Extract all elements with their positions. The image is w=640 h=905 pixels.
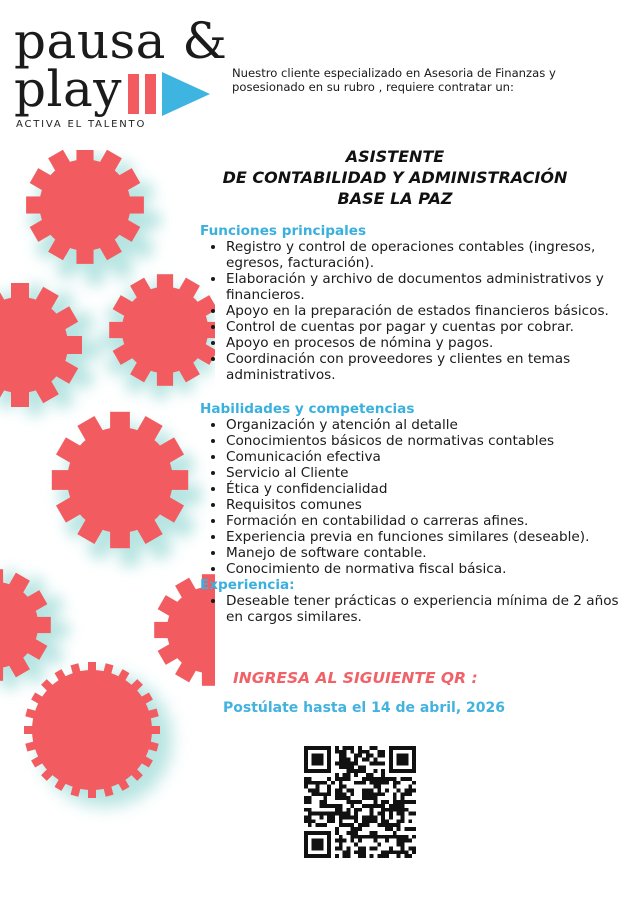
list-item: • Conocimientos básicos de normativas contables (226, 433, 625, 449)
list-experiencia (200, 593, 625, 625)
list-habilidades (200, 417, 625, 577)
list-funciones (200, 239, 625, 383)
list-item: • Registro y control de operaciones contables (ingresos, egresos, facturación). (226, 239, 625, 271)
logo-tagline: ACTIVA EL TALENTO (16, 119, 147, 130)
list-item: • Apoyo en la preparación de estados financieros básicos. (226, 303, 625, 319)
list-item: • Experiencia previa en funciones similares (deseable). (226, 529, 625, 545)
list-item: • Control de cuentas por pagar y cuentas por cobrar. (226, 319, 625, 335)
list-item: • Coordinación con proveedores y clientes en temas administrativos. (226, 351, 625, 383)
section-heading-experiencia: Experiencia: (200, 577, 295, 593)
job-details (200, 223, 625, 625)
list-item: • Servicio al Cliente (226, 465, 625, 481)
logo-word-play: play (14, 60, 123, 118)
list-item: • Conocimiento de normativa fiscal básica. (226, 561, 625, 577)
list-item: • Comunicación efectiva (226, 449, 625, 465)
list-item: • Elaboración y archivo de documentos administrativos y financieros. (226, 271, 625, 303)
job-title-line: DE CONTABILIDAD Y ADMINISTRACIÓN (222, 168, 568, 187)
deadline-text: Postúlate hasta el 14 de abril, 2026 (223, 700, 505, 716)
job-title-line: ASISTENTE (345, 147, 445, 166)
play-pause-icon (128, 72, 210, 118)
intro-text: Nuestro cliente especializado en Asesoria de Finanzas y posesionado en su rubro , requiere contratar un: (232, 66, 556, 94)
list-item: • Formación en contabilidad o carreras afines. (226, 513, 625, 529)
section-heading-funciones: Funciones principales (200, 223, 367, 239)
cta-text: INGRESA AL SIGUIENTE QR : (233, 669, 478, 687)
list-item: • Manejo de software contable. (226, 545, 625, 561)
section-heading-habilidades: Habilidades y competencias (200, 401, 415, 417)
list-item: • Deseable tener prácticas o experiencia mínima de 2 años en cargos similares. (226, 593, 625, 625)
list-item: • Apoyo en procesos de nómina y pagos. (226, 335, 625, 351)
job-title-line: BASE LA PAZ (337, 189, 453, 208)
list-item: • Organización y atención al detalle (226, 417, 625, 433)
logo-word-pausa: pausa & (14, 12, 228, 70)
gears-decoration (0, 150, 215, 850)
list-item: • Ética y confidencialidad (226, 481, 625, 497)
list-item: • Requisitos comunes (226, 497, 625, 513)
job-title (200, 146, 590, 209)
qr-code-icon[interactable] (304, 746, 416, 858)
